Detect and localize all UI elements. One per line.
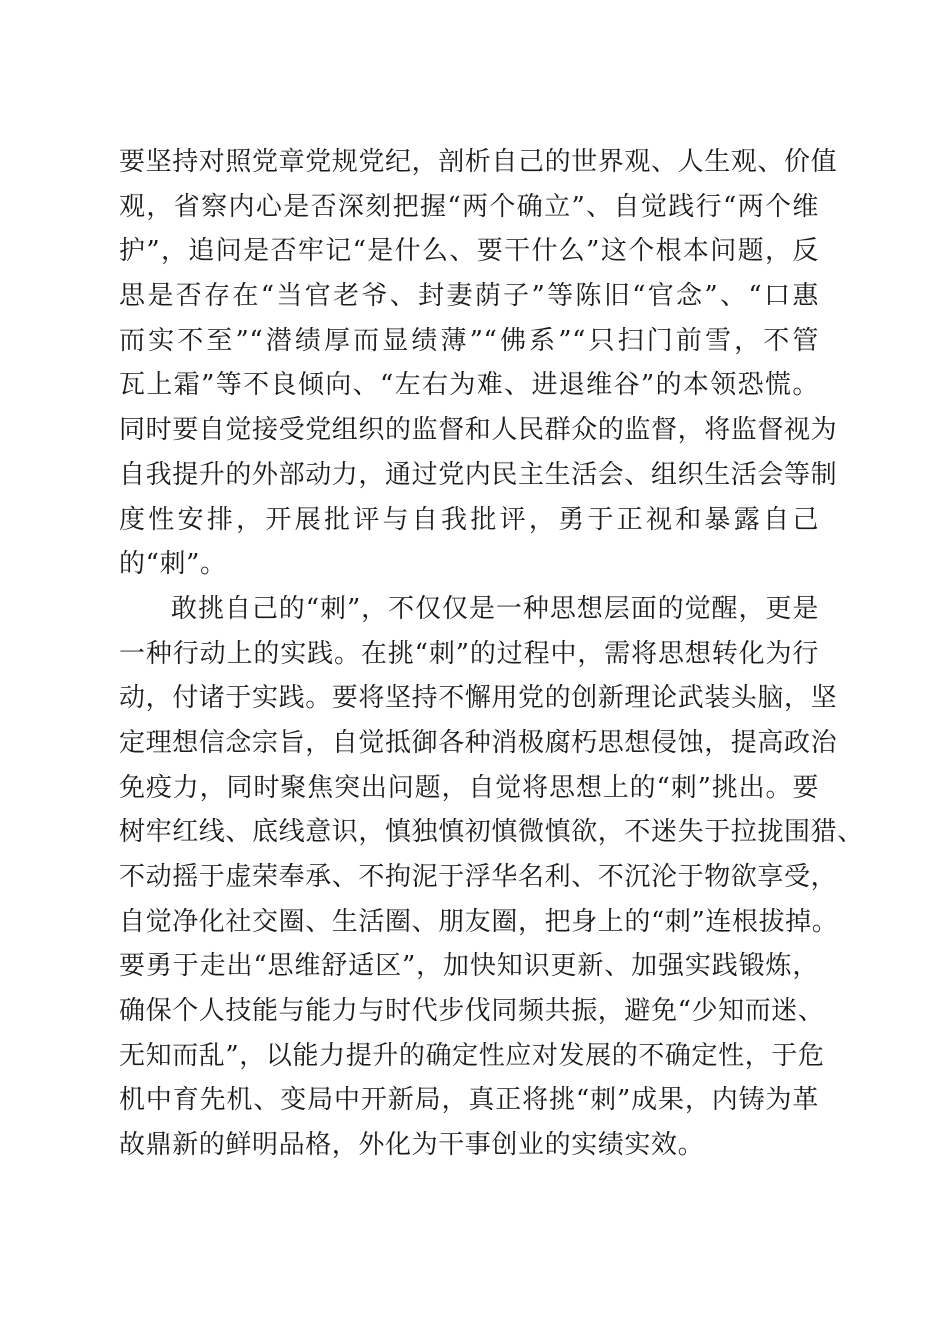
text-line: 机中育先机、变局中开新局，真正将挑“刺”成果，内铸为革 (119, 1085, 819, 1116)
text-line: 自觉净化社交圈、生活圈、朋友圈，把身上的“刺”连根拔掉。 (119, 906, 839, 937)
text-line-last: 的“刺”。 (119, 549, 227, 580)
body-text (119, 140, 879, 1168)
text-line: 而实不至”“潜绩厚而显绩薄”“佛系”“只扫门前雪，不管 (119, 325, 819, 356)
text-line: 定理想信念宗旨，自觉抵御各种消极腐朽思想侵蚀，提高政治 (119, 727, 838, 758)
text-line: 树牢红线、底线意识，慎独慎初慎微慎欲，不迷失于拉拢围猎、 (119, 817, 864, 848)
text-line: 度性安排，开展批评与自我批评，勇于正视和暴露自己 (119, 504, 819, 535)
text-line: 无知而乱”，以能力提升的确定性应对发展的不确定性，于危 (119, 1040, 825, 1071)
text-line: 确保个人技能与能力与时代步伐同频共振，避免“少知而迷、 (119, 996, 825, 1027)
text-line: 瓦上霜”等不良倾向、“左右为难、进退维谷”的本领恐慌。 (119, 370, 819, 401)
text-line: 动，付诸于实践。要将坚持不懈用党的创新理论武装头脑，坚 (119, 683, 838, 714)
text-line: 同时要自觉接受党组织的监督和人民群众的监督，将监督视为 (119, 415, 838, 446)
text-line: 自我提升的外部动力，通过党内民主生活会、组织生活会等制 (119, 459, 838, 490)
text-line: 观，省察内心是否深刻把握“两个确立”、自觉践行“两个维 (119, 191, 819, 222)
paragraph-1 (119, 140, 879, 587)
text-line: 要坚持对照党章党规党纪，剖析自己的世界观、人生观、价值 (119, 147, 838, 177)
text-line: 不动摇于虚荣奉承、不拘泥于浮华名利、不沉沦于物欲享受， (119, 862, 838, 892)
text-line: 一种行动上的实践。在挑“刺”的过程中，需将思想转化为行 (119, 638, 819, 669)
paragraph-2 (119, 587, 879, 1168)
text-line: 免疫力，同时聚焦突出问题，自觉将思想上的“刺”挑出。要 (119, 772, 819, 803)
text-line-first: 敢挑自己的“刺”，不仅仅是一种思想层面的觉醒，更是 (171, 593, 819, 624)
text-line: 要勇于走出“思维舒适区”，加快知识更新、加强实践锻炼， (119, 951, 819, 982)
text-line-last: 故鼎新的鲜明品格，外化为干事创业的实绩实效。 (119, 1130, 705, 1161)
text-line: 思是否存在“当官老爷、封妻荫子”等陈旧“官念”、“口惠 (119, 281, 819, 312)
text-line: 护”，追问是否牢记“是什么、要干什么”这个根本问题，反 (119, 236, 819, 267)
